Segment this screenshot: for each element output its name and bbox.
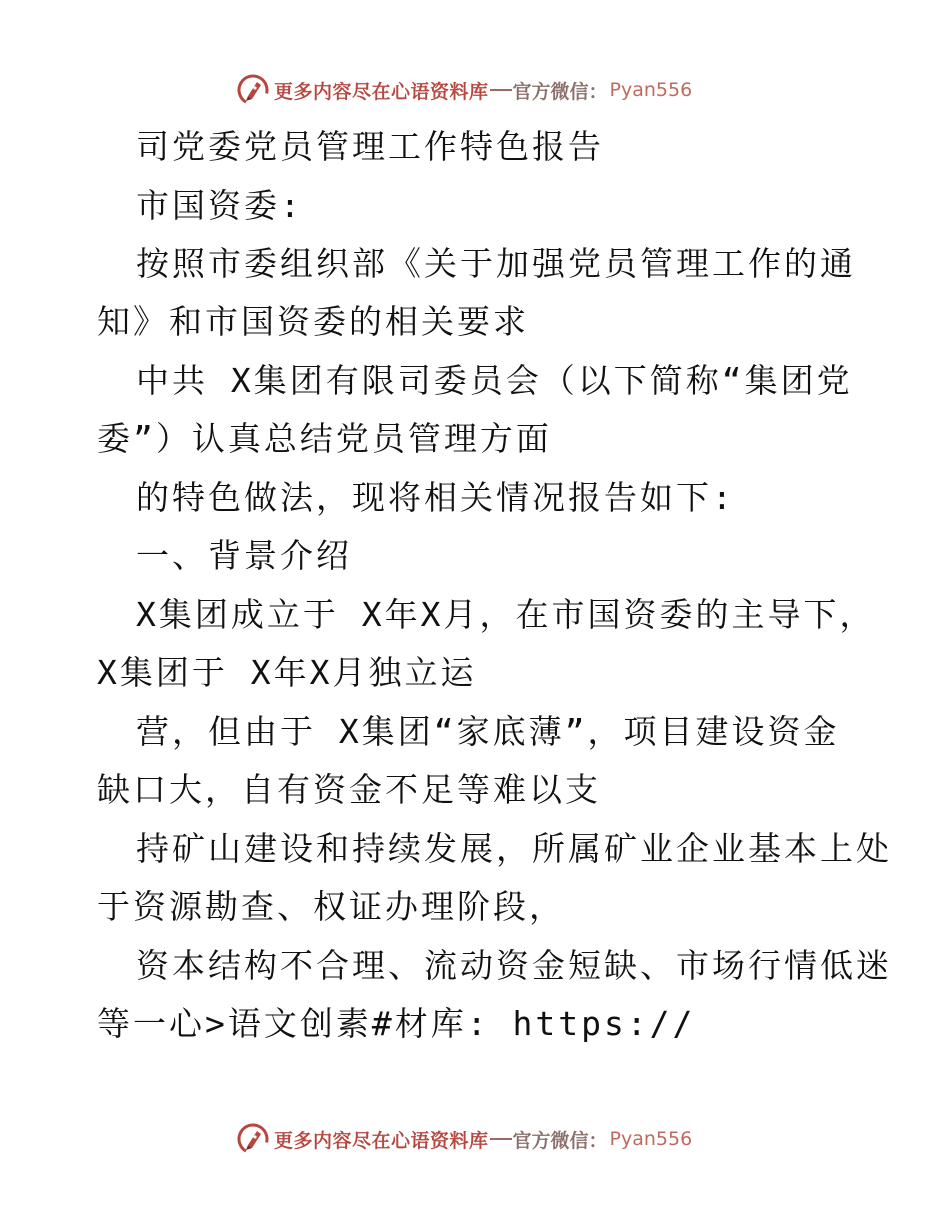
paragraph-line: 资本结构不合理、流动资金短缺、市场行情低迷	[136, 946, 892, 985]
paragraph-line: 于资源勘查、权证办理阶段，	[97, 887, 565, 926]
watermark-divider	[490, 89, 512, 91]
paragraph-line: 的特色做法，现将相关情况报告如下:	[136, 478, 735, 517]
watermark-text: 更多内容尽在心语资料库	[274, 80, 489, 103]
footer-watermark-banner	[236, 1121, 692, 1157]
paragraph-line: 缺口大，自有资金不足等难以支	[97, 770, 601, 809]
pen-nib-logo-icon	[236, 1122, 270, 1156]
watermark-wechat-label: 官方微信：	[512, 80, 608, 103]
paragraph-line: 委”）认真总结党员管理方面	[97, 419, 552, 458]
watermark-text: 更多内容尽在心语资料库	[274, 1129, 489, 1152]
paragraph-line: 中共 X集团有限司委员会（以下简称“集团党	[136, 361, 853, 400]
pen-nib-logo-icon	[236, 73, 270, 107]
watermark-wechat-account: Pyan556	[609, 1128, 693, 1150]
paragraph-line: X集团于 X年X月独立运	[97, 653, 477, 692]
paragraph-line: 等一心>语文创素#材库: https://	[97, 1004, 696, 1043]
watermark-wechat-account: Pyan556	[609, 79, 693, 101]
paragraph-line: 营，但由于 X集团“家底薄”，项目建设资金	[136, 712, 840, 751]
paragraph-line: X集团成立于 X年X月，在市国资委的主导下，	[136, 595, 876, 634]
section-heading: 一、背景介绍	[136, 536, 352, 575]
watermark-divider	[490, 1138, 512, 1140]
paragraph-line: 按照市委组织部《关于加强党员管理工作的通	[136, 244, 856, 283]
paragraph-line: 持矿山建设和持续发展，所属矿业企业基本上处	[136, 829, 892, 868]
document-title: 司党委党员管理工作特色报告	[136, 127, 604, 166]
paragraph-line: 知》和市国资委的相关要求	[97, 302, 529, 341]
header-watermark-banner	[236, 72, 692, 108]
watermark-wechat-label: 官方微信：	[512, 1129, 608, 1152]
document-recipient: 市国资委:	[136, 186, 303, 225]
